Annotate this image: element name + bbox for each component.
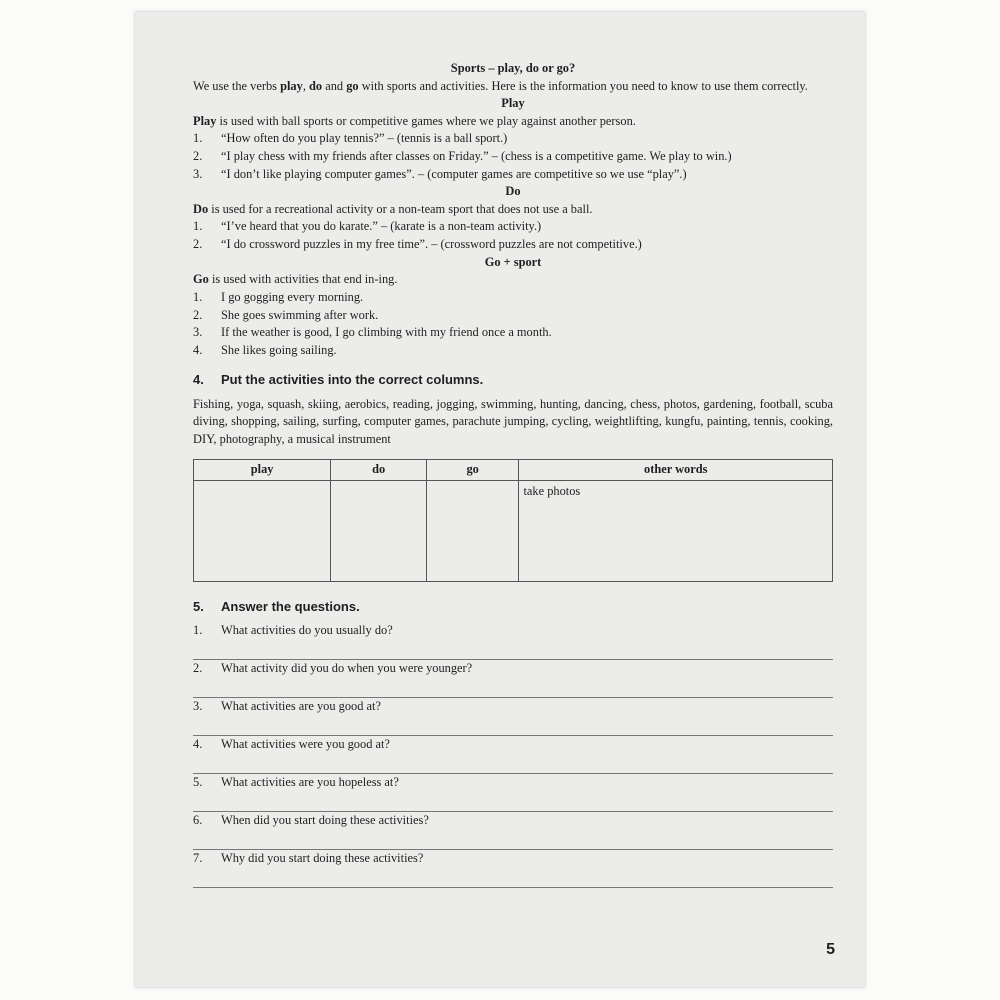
answer-line[interactable]: 2. What activity did you do when you were younger?: [193, 660, 833, 698]
question-text: Why did you start doing these activities?: [221, 851, 424, 866]
list-item: 2. “I play chess with my friends after classes on Friday.” – (chess is a competitive game. We play to win.): [193, 149, 732, 164]
exercise-4-title: 4. Put the activities into the correct columns.: [193, 372, 484, 388]
page-title: Sports – play, do or go?: [450, 61, 576, 75]
play-heading: Play: [501, 96, 525, 111]
go-rule: Go is used with activities that end in-ing.: [193, 272, 398, 287]
page-number: 5: [826, 941, 835, 958]
column-cell-other-words[interactable]: take photos: [519, 480, 833, 581]
do-examples: [193, 218, 833, 253]
list-item: 1. “How often do you play tennis?” – (tennis is a ball sport.): [193, 131, 508, 146]
column-cell-play[interactable]: [194, 480, 331, 581]
answer-line[interactable]: 4. What activities were you good at?: [193, 736, 833, 774]
activity-word-list: Fishing, yoga, squash, skiing, aerobics, reading, jogging, swimming, hunting, dancing, chess, photos, gardening, football, scuba diving, shopping, sailing, surfing, computer games, parachute jumping, cycling, weightlifting, kungfu, painting, tennis, cooking, DIY, photography, a musical instrument: [193, 396, 833, 447]
do-heading: Do: [505, 184, 521, 199]
go-examples: [193, 289, 833, 359]
answer-line[interactable]: 3. What activities are you good at?: [193, 698, 833, 736]
question-text: What activities were you good at?: [221, 737, 390, 752]
list-item: 1. “I’ve heard that you do karate.” – (karate is a non-team activity.): [193, 219, 542, 234]
question-text: What activities are you good at?: [221, 699, 381, 714]
column-header-play: play: [194, 459, 331, 480]
page-content: [193, 60, 833, 888]
list-item: 3. “I don’t like playing computer games”. – (computer games are competitive so we use “play”.): [193, 166, 687, 181]
question-text: When did you start doing these activities?: [221, 813, 429, 828]
column-cell-go[interactable]: [426, 480, 519, 581]
column-header-go: go: [426, 459, 519, 480]
list-item: 4. She likes going sailing.: [193, 342, 337, 357]
column-header-do: do: [331, 459, 427, 480]
column-cell-do[interactable]: [331, 480, 427, 581]
do-rule: Do is used for a recreational activity or a non-team sport that does not use a ball.: [193, 201, 593, 216]
question-text: What activities are you hopeless at?: [221, 775, 399, 790]
question-text: What activities do you usually do?: [221, 623, 393, 638]
list-item: 2. She goes swimming after work.: [193, 307, 379, 322]
intro-text: We use the verbs play, do and go with sports and activities. Here is the information you need to know to use them correctly.: [193, 78, 808, 93]
answer-line[interactable]: 5. What activities are you hopeless at?: [193, 774, 833, 812]
play-examples: [193, 130, 833, 183]
worksheet-page: [135, 12, 865, 987]
column-header-other-words: other words: [519, 459, 833, 480]
exercise-5-title: 5. Answer the questions.: [193, 598, 360, 614]
question-text: What activity did you do when you were younger?: [221, 661, 473, 676]
list-item: 1. I go gogging every morning.: [193, 289, 364, 304]
list-item: 3. If the weather is good, I go climbing with my friend once a month.: [193, 325, 552, 340]
go-heading: Go + sport: [484, 254, 542, 269]
answer-line[interactable]: 1. What activities do you usually do?: [193, 622, 833, 660]
list-item: 2. “I do crossword puzzles in my free time”. – (crossword puzzles are not competitive.): [193, 237, 642, 252]
answer-line[interactable]: 7. Why did you start doing these activities?: [193, 850, 833, 888]
question-list: [193, 622, 833, 888]
play-rule: Play is used with ball sports or competitive games where we play against another person.: [193, 113, 636, 128]
activity-columns-table: [193, 459, 833, 582]
answer-line[interactable]: 6. When did you start doing these activities?: [193, 812, 833, 850]
